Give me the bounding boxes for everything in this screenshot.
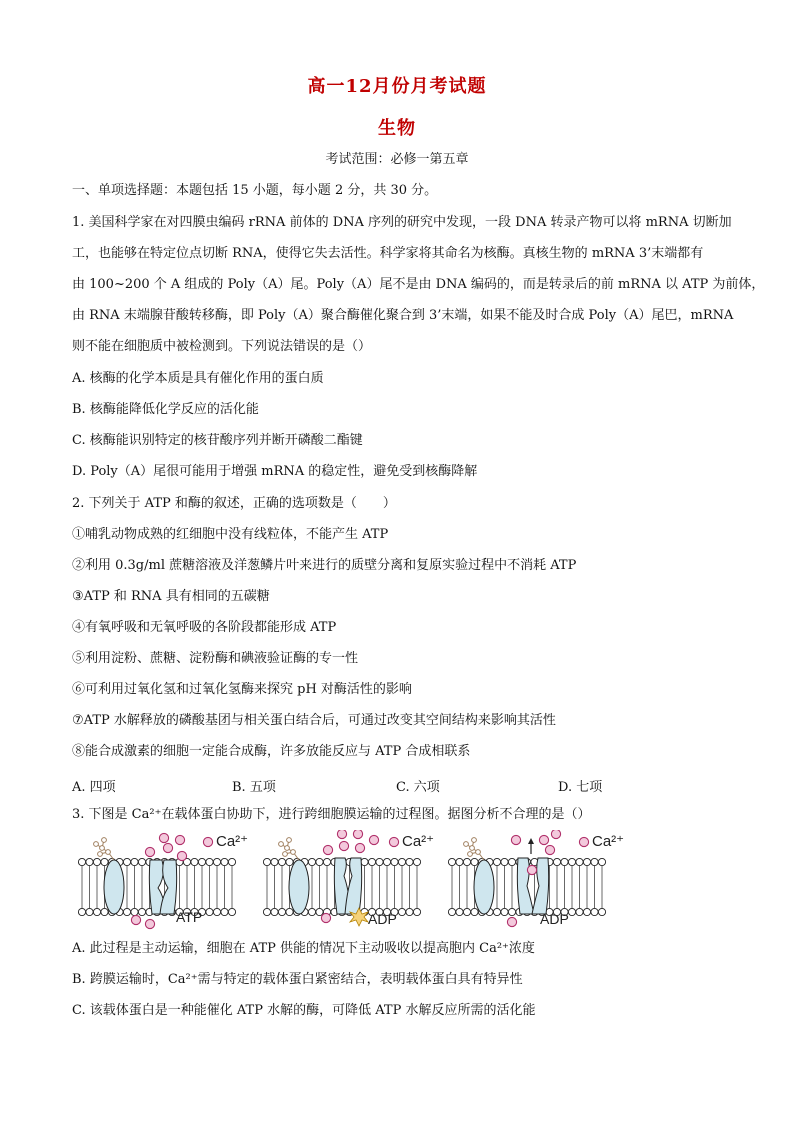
ion-label: Ca²⁺ [402, 833, 435, 850]
q1-option-a: A. 核酶的化学本质是具有催化作用的蛋白质 [72, 371, 324, 386]
q2-option-b: B. 五项 [232, 780, 276, 795]
q2-stem: 2. 下列关于 ATP 和酶的叙述，正确的选项数是（ ） [72, 496, 396, 511]
q2-item: ②利用 0.3g/ml 蔗糖溶液及洋葱鳞片叶来进行的质壁分离和复原实验过程中不消耗 ATP [72, 558, 577, 573]
q2-option-a: A. 四项 [72, 780, 116, 795]
q3-option-b: B. 跨膜运输时，Ca²⁺需与特定的载体蛋白紧密结合，表明载体蛋白具有特异性 [72, 972, 523, 987]
q2-item: ⑤利用淀粉、蔗糖、淀粉酶和碘液验证酶的专一性 [72, 651, 359, 666]
q3-option-a: A. 此过程是主动运输，细胞在 ATP 供能的情况下主动吸收以提高胞内 Ca²⁺浓度 [72, 941, 535, 956]
exam-title: 高一12月份月考试题 [307, 76, 487, 97]
panel-3 [448, 830, 624, 927]
adp-label: ADP [368, 911, 397, 927]
panel-1 [78, 833, 248, 929]
section-heading: 一、单项选择题：本题包括 15 小题，每小题 2 分，共 30 分。 [72, 183, 438, 198]
q1-option-c: C. 核酶能识别特定的核苷酸序列并断开磷酸二酯键 [72, 433, 363, 448]
q2-option-c: C. 六项 [396, 780, 440, 795]
ion-label: Ca²⁺ [592, 833, 625, 850]
q1-stem-line: 则不能在细胞质中被检测到。下列说法错误的是（） [72, 339, 372, 354]
atp-label: ATP [176, 909, 203, 925]
q3-stem: 3. 下图是 Ca²⁺在载体蛋白协助下，进行跨细胞膜运输的过程图。据图分析不合理的是（） [72, 807, 591, 822]
subject-title: 生物 [378, 118, 416, 139]
q2-item: ④有氧呼吸和无氧呼吸的各阶段都能形成 ATP [72, 620, 337, 635]
q1-option-d: D. Poly（A）尾很可能用于增强 mRNA 的稳定性，避免受到核酶降解 [72, 464, 478, 479]
q2-option-d: D. 七项 [558, 780, 603, 795]
q1-stem-line: 由 RNA 末端腺苷酸转移酶，即 Poly（A）聚合酶催化聚合到 3’末端，如果不能及时合成 Poly（A）尾巴，mRNA [72, 308, 734, 323]
panel-2 [263, 830, 434, 927]
q1-stem-line: 工，也能够在特定位点切断 RNA，使得它失去活性。科学家将其命名为核酶。真核生物的 mRNA 3’末端都有 [72, 246, 704, 261]
q3-option-c: C. 该载体蛋白是一种能催化 ATP 水解的酶，可降低 ATP 水解反应所需的活化能 [72, 1003, 536, 1018]
q1-stem-line: 由 100~200 个 A 组成的 Poly（A）尾。Poly（A）尾不是由 DNA 编码的，而是转录后的前 mRNA 以 ATP 为前体， [72, 277, 765, 292]
q2-item: ⑧能合成激素的细胞一定能合成酶，许多放能反应与 ATP 合成相联系 [72, 744, 471, 759]
q2-item: ⑥可利用过氧化氢和过氧化氢酶来探究 pH 对酶活性的影响 [72, 682, 412, 697]
q2-item: ③ATP 和 RNA 具有相同的五碳糖 [72, 589, 270, 604]
exam-scope: 考试范围：必修一第五章 [325, 152, 469, 167]
q2-item: ⑦ATP 水解释放的磷酸基团与相关蛋白结合后，可通过改变其空间结构来影响其活性 [72, 713, 556, 728]
adp-label: ADP [540, 911, 569, 927]
ion-label: Ca²⁺ [216, 833, 249, 850]
q2-item: ①哺乳动物成熟的红细胞中没有线粒体，不能产生 ATP [72, 527, 389, 542]
membrane-transport-figure [78, 830, 638, 930]
q1-option-b: B. 核酶能降低化学反应的活化能 [72, 402, 259, 417]
q1-stem-line: 1. 美国科学家在对四膜虫编码 rRNA 前体的 DNA 序列的研究中发现，一段 DNA 转录产物可以将 mRNA 切断加 [72, 215, 732, 230]
